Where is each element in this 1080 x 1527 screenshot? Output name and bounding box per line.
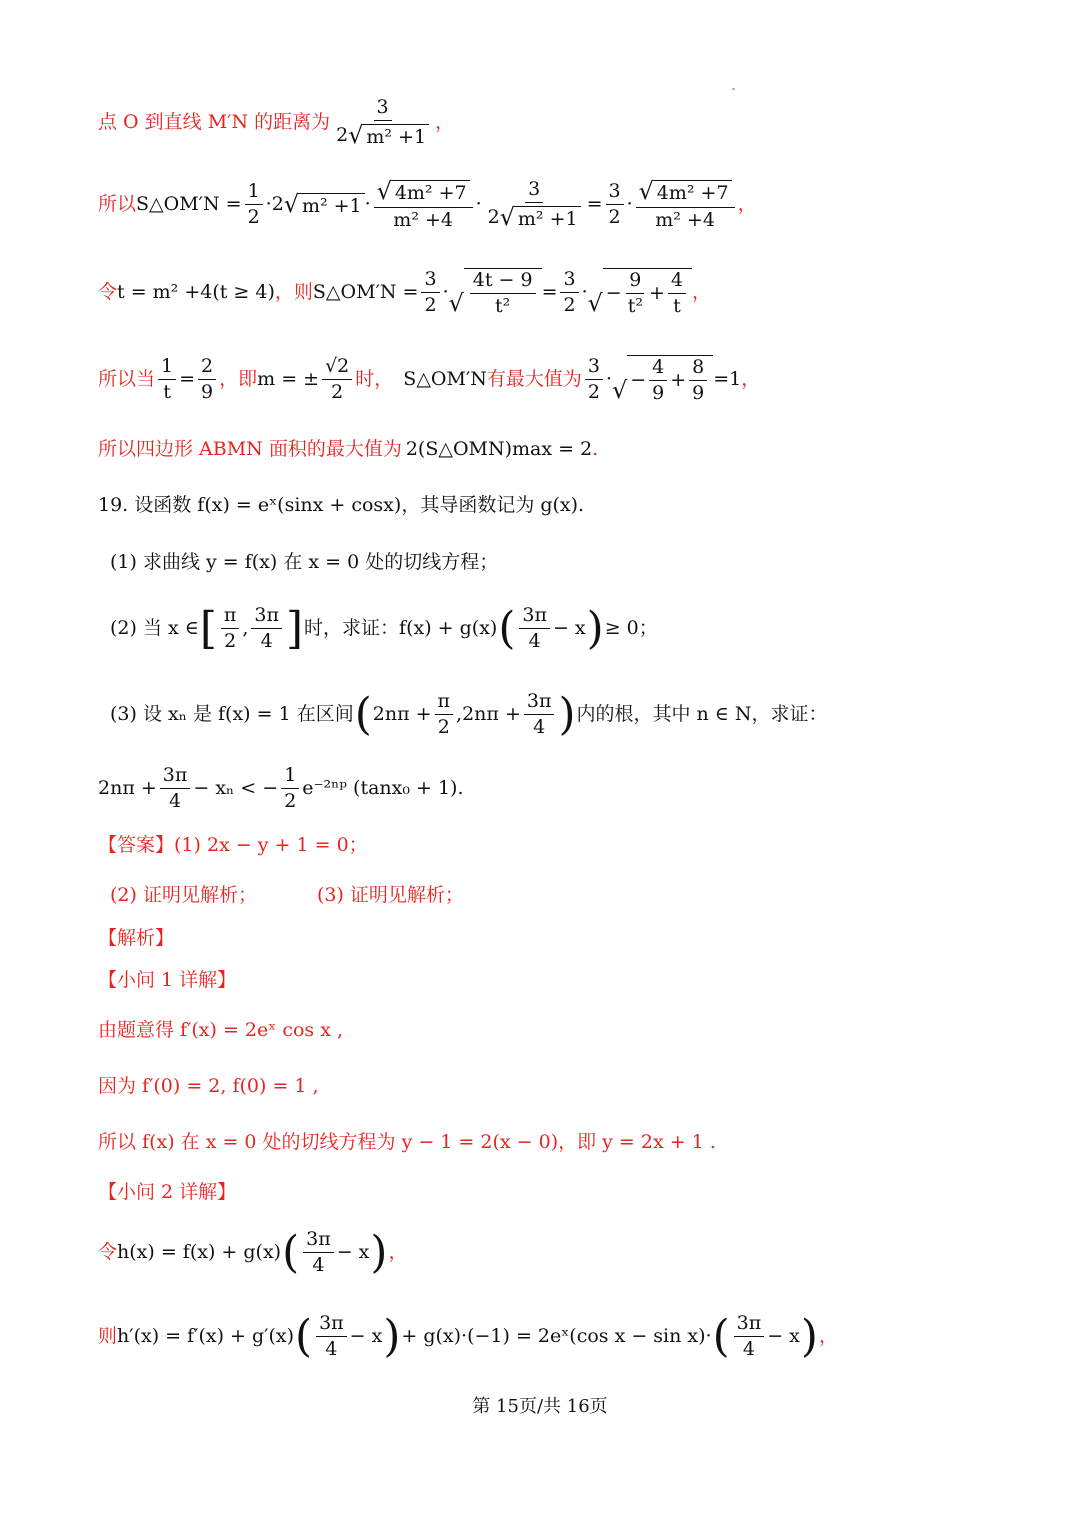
answer-label: 【答案】 <box>98 834 175 856</box>
h-derivative-line: 则 h′(x) = f′(x) + g′(x) ( $\frac{3\pi}{4}$ − x ) + g(x)·(−1) = 2eˣ(cos x − sin x)· ( $\frac{3\pi}{4}$ − x ) ， <box>98 1310 838 1362</box>
question-19: 19. 设函数 f(x) = eˣ(sinx + cosx)，其导函数记为 g(x). <box>98 494 585 516</box>
derivative-line: 由题意得 f′(x) = 2eˣ cos x , <box>98 1019 344 1041</box>
distance-line: 点 O 到直线 M′N 的距离为 3 2 √ m² +1 ， <box>98 96 455 149</box>
question-19-part3-inequality: 2nπ + $\frac{3\pi}{4}$ − xₙ < − $\frac{1}{2}$ e⁻²ⁿᵖ (tanx₀ + 1). <box>98 764 464 812</box>
values-line: 因为 f′(0) = 2, f(0) = 1 , <box>98 1075 319 1097</box>
distance-fraction: 3 2 √ m² +1 <box>333 98 432 148</box>
answer-line: 【答案】 (1) 2x − y + 1 = 0； <box>98 834 368 856</box>
question-19-part1: (1) 求曲线 y = f(x) 在 x = 0 处的切线方程； <box>110 551 499 573</box>
substitution-line: 令 t = m² +4(t ≥ 4) ，则 S△OM′N = $\frac{3}{2}$ · √ $\frac{4t - 9}{\text{t²}}$ = $\frac{3}{2}$ · √ − $\frac{9}{\text{t²}}$ + $\frac{4}{t}$ ， <box>98 267 711 318</box>
h-definition-line: 令 h(x) = f(x) + g(x) ( $\frac{3\pi}{4}$ − x ) ， <box>98 1226 408 1278</box>
subquestion-2-label: 【小问 2 详解】 <box>98 1181 237 1203</box>
subquestion-1-label: 【小问 1 详解】 <box>98 969 237 991</box>
max-condition-line: 所以当 $\frac{1}{t}$ = $\frac{2}{9}$ ，即 m = ± $\frac{√2}{2}$ 时， S△OM′N 有最大值为 $\frac{3}{2}$ · √ − $\frac{4}{9}$ + $\frac{8}{9}$ =1 ， <box>98 354 761 405</box>
max-area-line: 所以四边形 ABMN 面积的最大值为 2(S△OMN)max = 2 . <box>98 438 599 460</box>
answer-parts-line: (2) 证明见解析； (3) 证明见解析； <box>110 884 464 906</box>
scan-mark <box>732 88 735 90</box>
area-formula-line: 所以 S△OM′N = $\frac{1}{2}$ ·2 √ m² +1 · √ 4m² +7 m² +4 · 3 2 √ m² +1 = $\frac{3}{2}$ · √ 4m² +7 m² +4 ， <box>98 177 757 231</box>
distance-text: 点 O 到直线 M′N 的距离为 <box>98 111 331 134</box>
question-19-part3: (3) 设 xₙ 是 f(x) = 1 在区间 ( 2nπ + $\frac{\pi}{2}$ ,2nπ + $\frac{3\pi}{4}$ ) 内的根，其中 n ∈ N，求证： <box>110 688 828 740</box>
analysis-label: 【解析】 <box>98 927 175 949</box>
tangent-line: 所以 f(x) 在 x = 0 处的切线方程为 y − 1 = 2(x − 0)，即 y = 2x + 1 . <box>98 1131 716 1153</box>
page-footer: 第 15页/共 16页 <box>472 1396 608 1417</box>
question-19-part2: (2) 当 x ∈ [ $\frac{\pi}{2}$ , $\frac{3\pi}{4}$ ] 时，求证： f(x) + g(x) ( $\frac{3\pi}{4}$ − x ) ≥ 0； <box>110 602 658 654</box>
